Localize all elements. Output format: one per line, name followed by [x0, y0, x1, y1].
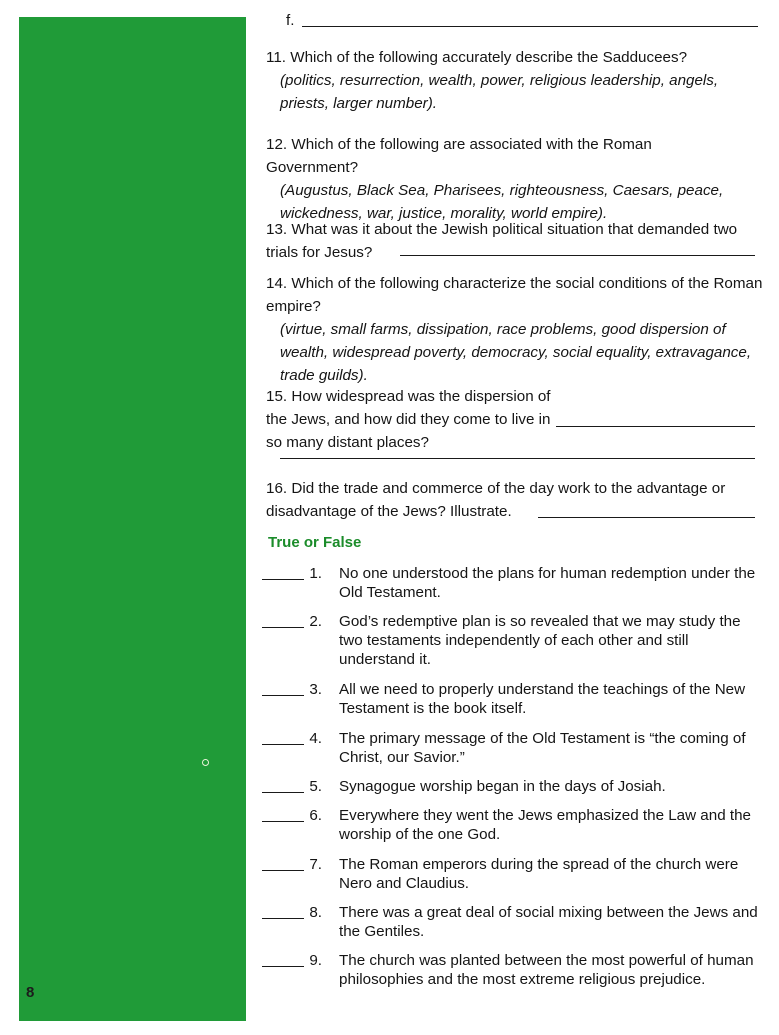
- question-14: [266, 272, 766, 387]
- answer-blank[interactable]: [262, 579, 304, 580]
- question-options: (politics, resurrection, wealth, power, religious leadership, angels, priests, larger number).: [280, 72, 719, 112]
- item-number: 2.: [309, 613, 322, 630]
- answer-line-13[interactable]: [400, 255, 755, 256]
- question-12: [266, 133, 746, 225]
- answer-line-16[interactable]: [538, 517, 755, 518]
- item-number: 8.: [309, 904, 322, 921]
- item-text: The church was planted between the most powerful of human philosophies and the most extreme religious prejudice.: [339, 952, 754, 988]
- question-number: 12.: [266, 136, 288, 153]
- question-15: [266, 385, 566, 454]
- item-number: 6.: [309, 807, 322, 824]
- section-title-true-false: True or False: [268, 534, 362, 551]
- question-text: Which of the following accurately describe the Sadducees?: [290, 49, 688, 66]
- question-options: (Augustus, Black Sea, Pharisees, righteousness, Caesars, peace, wickedness, war, justice, morality, world empire).: [280, 182, 724, 222]
- answer-blank[interactable]: [262, 792, 304, 793]
- item-text: God’s redemptive plan is so revealed that we may study the two testaments independently of each other and still understand it.: [339, 613, 741, 668]
- item-text: Everywhere they went the Jews emphasized the Law and the worship of the one God.: [339, 807, 751, 843]
- item-number: 3.: [309, 681, 322, 698]
- question-text: What was it about the Jewish political situation that demanded two trials for Jesus?: [266, 221, 738, 261]
- item-text: No one understood the plans for human redemption under the Old Testament.: [339, 565, 756, 601]
- page-number: 8: [26, 984, 35, 1001]
- answer-f-label: f.: [286, 12, 295, 29]
- item-number: 9.: [309, 952, 322, 969]
- question-number: 16.: [266, 480, 288, 497]
- question-text: Did the trade and commerce of the day work to the advantage or disadvantage of the Jews? Illustrate.: [266, 480, 726, 520]
- answer-blank[interactable]: [262, 966, 304, 967]
- answer-line-15a[interactable]: [556, 426, 755, 427]
- question-number: 15.: [266, 388, 288, 405]
- answer-blank[interactable]: [262, 695, 304, 696]
- question-text: Which of the following characterize the social conditions of the Roman empire?: [266, 275, 763, 315]
- answer-f: [286, 12, 758, 29]
- item-number: 7.: [309, 856, 322, 873]
- item-number: 5.: [309, 778, 322, 795]
- question-number: 13.: [266, 221, 288, 238]
- answer-blank[interactable]: [262, 918, 304, 919]
- answer-line-15b[interactable]: [280, 458, 755, 459]
- item-text: The primary message of the Old Testament is “the coming of Christ, our Savior.”: [339, 730, 746, 766]
- question-options: (virtue, small farms, dissipation, race problems, good dispersion of wealth, widespread poverty, democracy, social equality, extravagance, trade guilds).: [280, 321, 752, 384]
- question-text: How widespread was the dispersion of the Jews, and how did they come to live in so many distant places?: [266, 388, 551, 451]
- answer-blank[interactable]: [262, 870, 304, 871]
- question-text: Which of the following are associated with the Roman Government?: [266, 136, 652, 176]
- answer-f-line[interactable]: [302, 26, 758, 27]
- item-text: There was a great deal of social mixing between the Jews and the Gentiles.: [339, 904, 758, 940]
- item-number: 1.: [309, 565, 322, 582]
- question-13: [266, 218, 766, 264]
- item-text: The Roman emperors during the spread of the church were Nero and Claudius.: [339, 856, 739, 892]
- question-11: [266, 46, 746, 115]
- answer-blank[interactable]: [262, 821, 304, 822]
- answer-blank[interactable]: [262, 627, 304, 628]
- item-number: 4.: [309, 730, 322, 747]
- question-number: 14.: [266, 275, 288, 292]
- item-text: Synagogue worship began in the days of Josiah.: [339, 778, 666, 795]
- dot-mark: [202, 759, 209, 766]
- green-sidebar: [19, 17, 246, 1021]
- question-number: 11.: [266, 49, 286, 66]
- item-text: All we need to properly understand the teachings of the New Testament is the book itself.: [339, 681, 746, 717]
- answer-blank[interactable]: [262, 744, 304, 745]
